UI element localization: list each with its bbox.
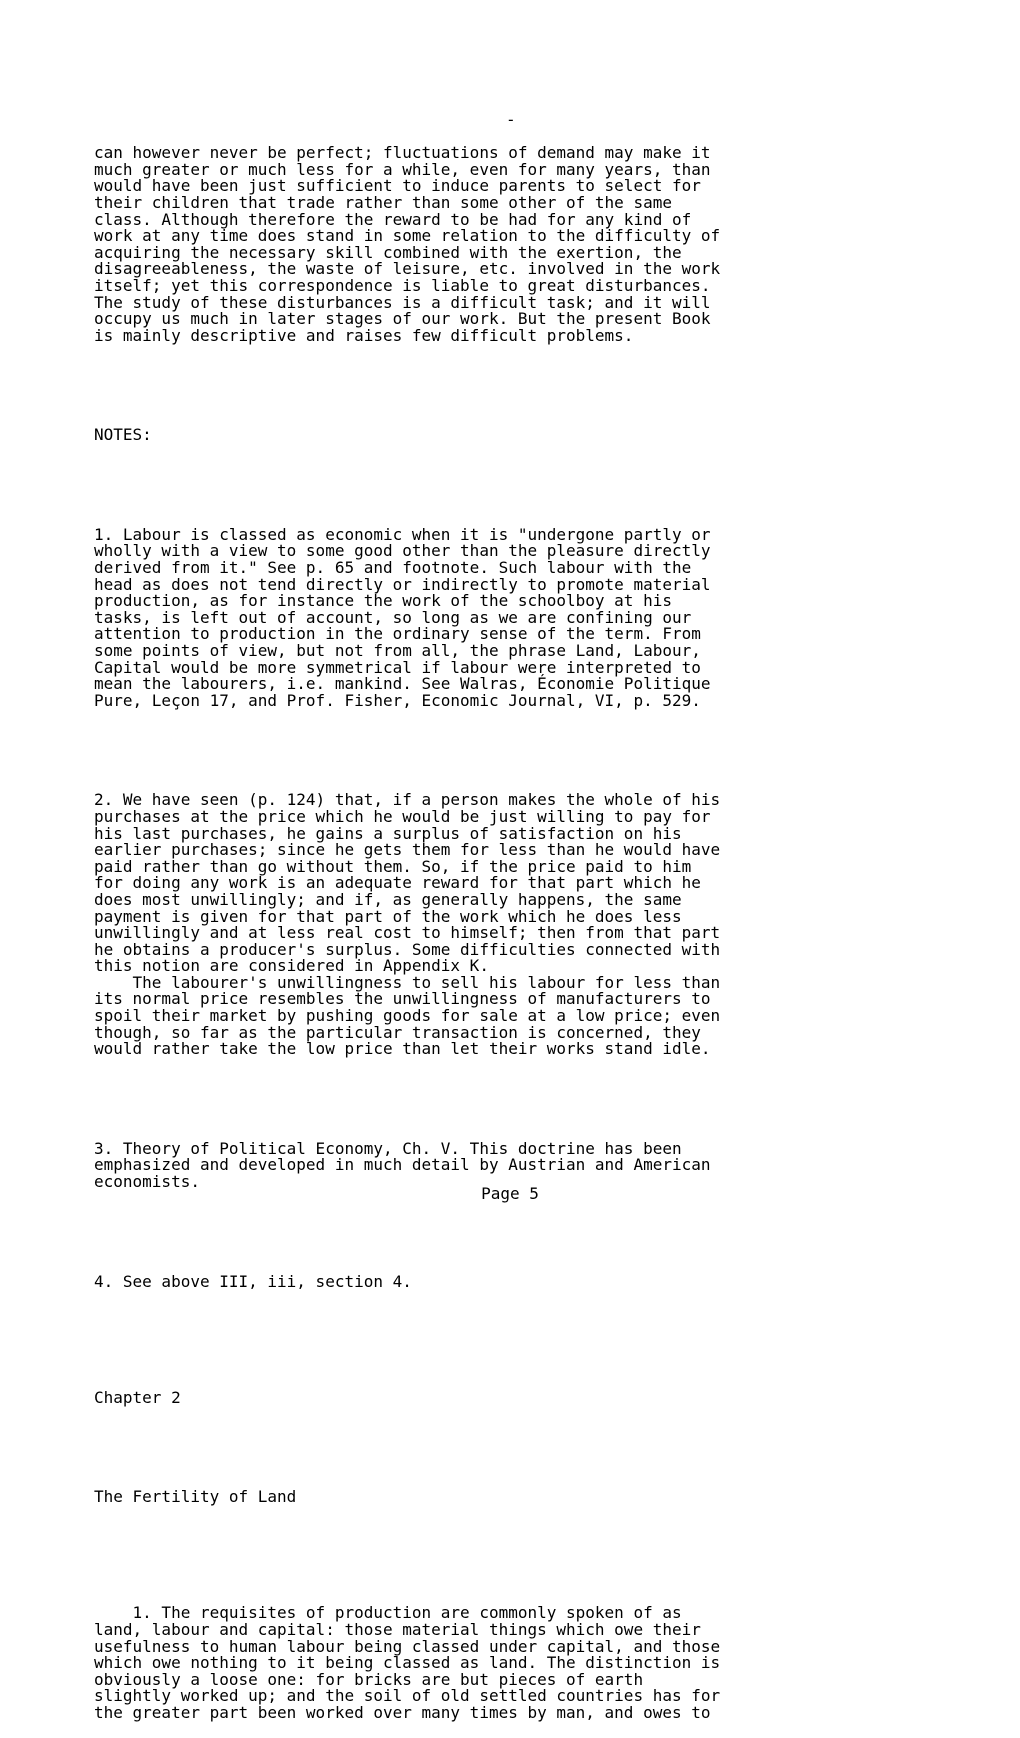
- top-mark: -: [506, 110, 516, 129]
- text-line: disagreeableness, the waste of leisure, etc. involved in the work: [94, 259, 721, 279]
- text-line: unwillingly and at less real cost to himself; then from that part: [94, 923, 721, 943]
- text-line: 1. Labour is classed as economic when it is "undergone partly or: [94, 524, 711, 544]
- chapter-label: Chapter 2: [94, 1387, 181, 1407]
- text-line: much greater or much less for a while, even for many years, than: [94, 159, 711, 179]
- text-line: slightly worked up; and the soil of old settled countries has for: [94, 1686, 721, 1706]
- text-line: spoil their market by pushing goods for sale at a low price; even: [94, 1006, 721, 1026]
- text-line: can however never be perfect; fluctuations of demand may make it: [94, 143, 711, 163]
- text-line: Capital would be more symmetrical if labour were interpreted to: [94, 657, 701, 677]
- text-line: would rather take the low price than let their works stand idle.: [94, 1039, 711, 1059]
- text-line: production, as for instance the work of the schoolboy at his: [94, 591, 672, 611]
- document-body: [94, 112, 814, 1738]
- chapter-title: The Fertility of Land: [94, 1487, 297, 1507]
- text-line: though, so far as the particular transaction is concerned, they: [94, 1022, 701, 1042]
- text-line: economists.: [94, 1172, 200, 1191]
- text-line: class. Although therefore the reward to be had for any kind of: [94, 209, 692, 229]
- text-line: acquiring the necessary skill combined with the exertion, the: [94, 242, 682, 262]
- section-1-paragraph: [94, 1605, 814, 1721]
- text-line: occupy us much in later stages of our work. But the present Book: [94, 309, 711, 329]
- text-line: obviously a loose one: for bricks are but pieces of earth: [94, 1669, 644, 1689]
- text-line: itself; yet this correspondence is liable to great disturbances.: [94, 275, 711, 295]
- text-line: Pure, Leçon 17, and Prof. Fisher, Economic Journal, VI, p. 529.: [94, 690, 701, 710]
- text-line: does most unwillingly; and if, as generally happens, the same: [94, 889, 682, 909]
- text-line: 4. See above III, iii, section 4.: [94, 1271, 412, 1291]
- text-line: paid rather than go without them. So, if the price paid to him: [94, 856, 692, 876]
- intro-paragraph: [94, 145, 814, 344]
- note-2: [94, 792, 814, 1058]
- text-line: their children that trade rather than some other of the same: [94, 192, 672, 212]
- page-number: Page 5: [481, 1184, 539, 1203]
- text-line: emphasized and developed in much detail by Austrian and American: [94, 1155, 711, 1175]
- text-line: usefulness to human labour being classed under capital, and those: [94, 1636, 721, 1656]
- text-line: head as does not tend directly or indirectly to promote material: [94, 574, 711, 594]
- text-line: The labourer's unwillingness to sell his labour for less than: [94, 972, 721, 992]
- text-line: 2. We have seen (p. 124) that, if a person makes the whole of his: [94, 790, 721, 810]
- text-line: earlier purchases; since he gets them for less than he would have: [94, 840, 721, 860]
- text-line: for doing any work is an adequate reward for that part which he: [94, 873, 701, 893]
- text-line: which owe nothing to it being classed as land. The distinction is: [94, 1653, 721, 1673]
- text-line: mean the labourers, i.e. mankind. See Walras, Économie Politique: [94, 674, 711, 694]
- text-line: the greater part been worked over many times by man, and owes to: [94, 1703, 711, 1722]
- text-line: is mainly descriptive and raises few difficult problems.: [94, 325, 634, 345]
- text-line: this notion are considered in Appendix K.: [94, 956, 489, 976]
- text-line: purchases at the price which he would be just willing to pay for: [94, 806, 711, 826]
- text-line: his last purchases, he gains a surplus of satisfaction on his: [94, 823, 682, 843]
- text-line: wholly with a view to some good other than the pleasure directly: [94, 541, 711, 561]
- text-line: 3. Theory of Political Economy, Ch. V. This doctrine has been: [94, 1138, 682, 1158]
- text-line: payment is given for that part of the work which he does less: [94, 906, 682, 926]
- note-1: [94, 524, 814, 710]
- notes-heading: NOTES:: [94, 425, 152, 445]
- text-line: its normal price resembles the unwillingness of manufacturers to: [94, 989, 711, 1009]
- text-line: he obtains a producer's surplus. Some difficulties connected with: [94, 939, 721, 959]
- text-line: land, labour and capital: those material things which owe their: [94, 1620, 701, 1640]
- text-line: some points of view, but not from all, the phrase Land, Labour,: [94, 641, 701, 660]
- text-line: tasks, is left out of account, so long as we are confining our: [94, 607, 692, 627]
- text-line: would have been just sufficient to induce parents to select for: [94, 176, 701, 196]
- text-line: 1. The requisites of production are commonly spoken of as: [94, 1603, 682, 1623]
- text-line: derived from it." See p. 65 and footnote. Such labour with the: [94, 558, 692, 578]
- note-4: [94, 1271, 814, 1291]
- text-line: The study of these disturbances is a difficult task; and it will: [94, 292, 711, 312]
- text-line: attention to production in the ordinary sense of the term. From: [94, 624, 701, 644]
- text-line: work at any time does stand in some relation to the difficulty of: [94, 226, 721, 246]
